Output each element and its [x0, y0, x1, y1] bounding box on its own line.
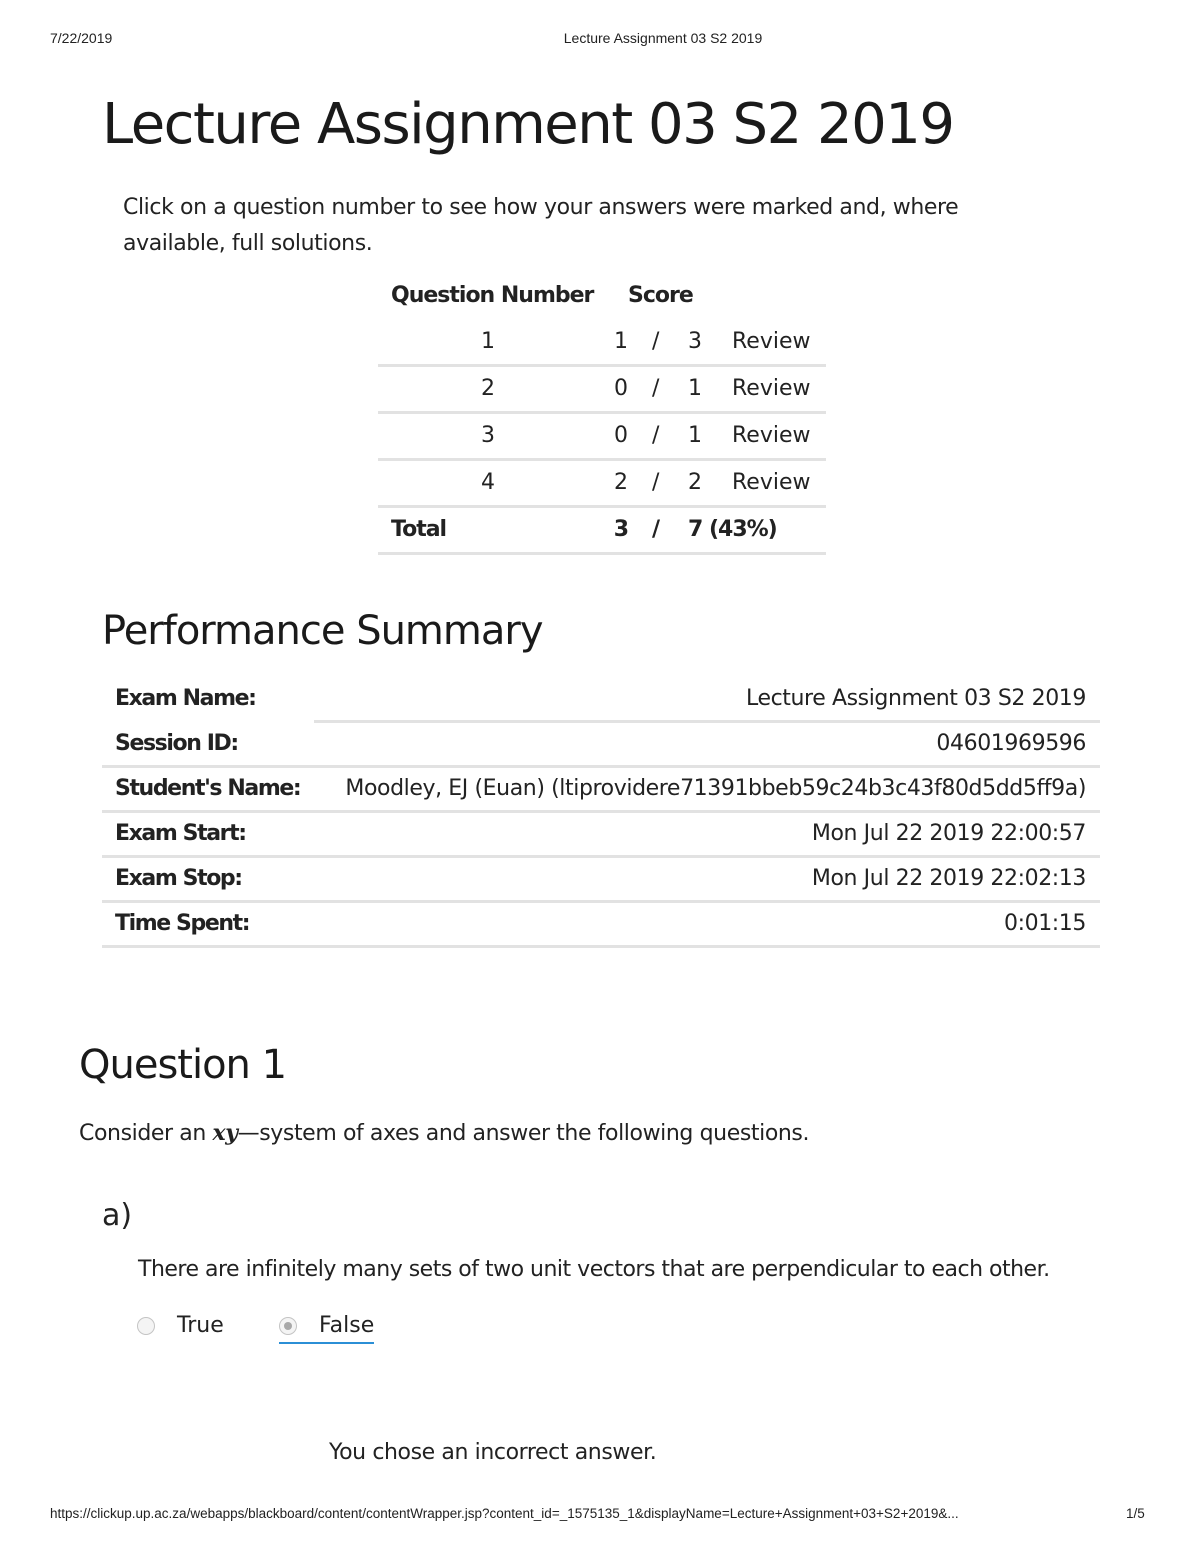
- summary-label: Exam Start:: [102, 813, 325, 858]
- score-separator: /: [652, 470, 660, 495]
- option-label: True: [177, 1313, 224, 1338]
- page-title: Lecture Assignment 03 S2 2019: [102, 92, 954, 157]
- table-row: [378, 414, 826, 461]
- question-number-link[interactable]: 2: [481, 376, 495, 401]
- part-label: a): [102, 1198, 133, 1233]
- summary-row-student-name: [102, 768, 1100, 813]
- score-possible: 1: [688, 376, 702, 401]
- instructions-text: Click on a question number to see how your answers were marked and, where available, full solutions.: [123, 195, 959, 256]
- radio-button-true[interactable]: [137, 1317, 155, 1335]
- question-number-link[interactable]: 3: [481, 423, 495, 448]
- question-number-header: Question Number: [391, 283, 594, 308]
- total-row: [378, 508, 826, 555]
- score-separator: /: [652, 423, 660, 448]
- score-earned: 0: [614, 423, 628, 448]
- performance-summary-table: [102, 678, 1100, 948]
- score-header: Score: [628, 283, 693, 308]
- summary-row-exam-name: [102, 678, 1100, 723]
- option-true[interactable]: [137, 1313, 224, 1338]
- score-possible: 3: [688, 329, 702, 354]
- score-possible: 2: [688, 470, 702, 495]
- summary-label: Session ID:: [102, 723, 325, 768]
- question-intro-after: —system of axes and answer the following questions.: [237, 1121, 810, 1146]
- question-number-link[interactable]: 1: [481, 329, 495, 354]
- table-row: [378, 367, 826, 414]
- total-possible: 7 (43%): [688, 517, 777, 542]
- review-link[interactable]: Review: [732, 329, 811, 354]
- table-row: [378, 461, 826, 508]
- review-link[interactable]: Review: [732, 376, 811, 401]
- summary-value: Mon Jul 22 2019 22:02:13: [314, 858, 1100, 903]
- review-link[interactable]: Review: [732, 470, 811, 495]
- summary-label: Exam Stop:: [102, 858, 325, 903]
- summary-value: 04601969596: [314, 723, 1100, 768]
- summary-label: Time Spent:: [102, 903, 325, 948]
- print-date: 7/22/2019: [50, 30, 113, 46]
- scores-table: [378, 280, 826, 555]
- question-title: Question 1: [79, 1042, 287, 1088]
- question-number-link[interactable]: 4: [481, 470, 495, 495]
- summary-value: Mon Jul 22 2019 22:00:57: [314, 813, 1100, 858]
- total-earned: 3: [613, 517, 628, 542]
- option-false[interactable]: [279, 1313, 374, 1344]
- answer-feedback: You chose an incorrect answer.: [329, 1440, 657, 1465]
- option-label: False: [319, 1313, 375, 1338]
- summary-row-session-id: [102, 723, 1100, 768]
- question-intro: [79, 1120, 809, 1146]
- review-link[interactable]: Review: [732, 423, 811, 448]
- score-earned: 1: [614, 329, 628, 354]
- score-earned: 0: [614, 376, 628, 401]
- question-statement: There are infinitely many sets of two unit vectors that are perpendicular to each other.: [138, 1257, 1050, 1282]
- summary-value: 0:01:15: [314, 903, 1100, 948]
- print-page-number: 1/5: [1126, 1506, 1145, 1521]
- radio-button-false[interactable]: [279, 1317, 297, 1335]
- print-url: https://clickup.up.ac.za/webapps/blackboard/content/contentWrapper.jsp?content_id=_1575135_1&displayName=Lecture+Assignment+03+S2+2019&...: [50, 1506, 959, 1521]
- summary-value: Lecture Assignment 03 S2 2019: [314, 678, 1100, 723]
- question-intro-before: Consider an: [79, 1121, 213, 1146]
- score-earned: 2: [614, 470, 628, 495]
- total-separator: /: [652, 517, 660, 542]
- print-title: Lecture Assignment 03 S2 2019: [563, 30, 763, 46]
- total-label: Total: [391, 517, 447, 542]
- summary-row-time-spent: [102, 903, 1100, 948]
- math-expression: xy: [212, 1120, 238, 1146]
- summary-label: Exam Name:: [102, 678, 325, 723]
- summary-value: Moodley, EJ (Euan) (ltiprovidere71391bbeb59c24b3c43f80d5dd5ff9a): [314, 768, 1100, 813]
- summary-row-exam-start: [102, 813, 1100, 858]
- score-separator: /: [652, 376, 660, 401]
- score-possible: 1: [688, 423, 702, 448]
- score-separator: /: [652, 329, 660, 354]
- scores-header-row: [378, 280, 826, 320]
- table-row: [378, 320, 826, 367]
- performance-summary-title: Performance Summary: [102, 608, 543, 654]
- summary-label: Student's Name:: [102, 768, 325, 813]
- summary-row-exam-stop: [102, 858, 1100, 903]
